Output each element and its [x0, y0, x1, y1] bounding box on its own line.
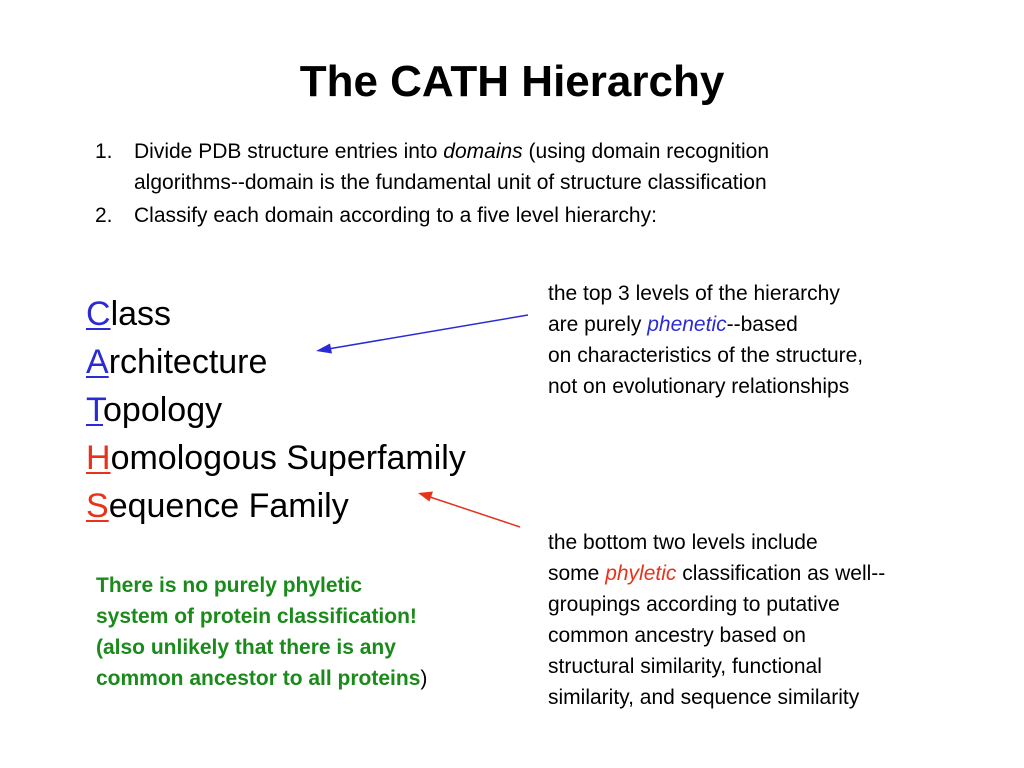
hierarchy-level-rest: omologous Superfamily: [110, 439, 466, 477]
bottom-note-line-3: groupings according to putative: [548, 593, 840, 616]
bottom-note-line-4: common ancestry based on: [548, 624, 806, 647]
hierarchy-level-rest: rchitecture: [108, 343, 268, 381]
hierarchy-level-rest: opology: [103, 391, 223, 429]
green-note-line-2: system of protein classification!: [96, 605, 417, 628]
bottom-note-line-1: the bottom two levels include: [548, 531, 818, 554]
step-2-number: 2.: [95, 204, 113, 227]
blue-arrow: [316, 315, 528, 354]
step-1-text-post: (using domain recognition: [522, 140, 769, 163]
hierarchy-level-rest: lass: [110, 295, 172, 333]
hierarchy-level-rest: equence Family: [108, 487, 349, 525]
green-note-closing-paren: ): [420, 667, 428, 690]
green-note-line-1: There is no purely phyletic: [96, 574, 363, 597]
top-note-line-1: the top 3 levels of the hierarchy: [548, 282, 840, 305]
bottom-note-line-2-pre: some: [548, 562, 606, 585]
step-1-text-pre: Divide PDB structure entries into: [134, 140, 444, 163]
top-note-line-3: on characteristics of the structure,: [548, 344, 864, 367]
top-note-line-2-pre: are purely: [548, 313, 648, 336]
step-1-line-2: algorithms--domain is the fundamental unit of structure classification: [134, 171, 767, 194]
bottom-note-line-6: similarity, and sequence similarity: [548, 686, 860, 709]
green-note-line-4-text: common ancestor to all proteins: [96, 667, 421, 690]
hierarchy-initial: S: [86, 487, 109, 525]
step-2-text: Classify each domain according to a five level hierarchy:: [134, 204, 657, 227]
hierarchy-initial: C: [86, 295, 111, 333]
phenetic-term: phenetic: [647, 313, 727, 336]
slide-title: The CATH Hierarchy: [299, 57, 725, 106]
top-note-line-4: not on evolutionary relationships: [548, 375, 850, 398]
hierarchy-initial: T: [86, 391, 103, 429]
hierarchy-initial: H: [86, 439, 111, 477]
red-arrow: [418, 492, 520, 528]
step-1-domains-term: domains: [443, 140, 523, 163]
hierarchy-initial: A: [86, 343, 109, 381]
green-note-line-3: (also unlikely that there is any: [96, 636, 396, 659]
bottom-note-line-5: structural similarity, functional: [548, 655, 822, 678]
phyletic-term: phyletic: [605, 562, 677, 585]
bottom-note-line-2-post: classification as well--: [676, 562, 886, 585]
step-1-number: 1.: [95, 140, 113, 163]
top-note-line-2-post: --based: [726, 313, 798, 336]
